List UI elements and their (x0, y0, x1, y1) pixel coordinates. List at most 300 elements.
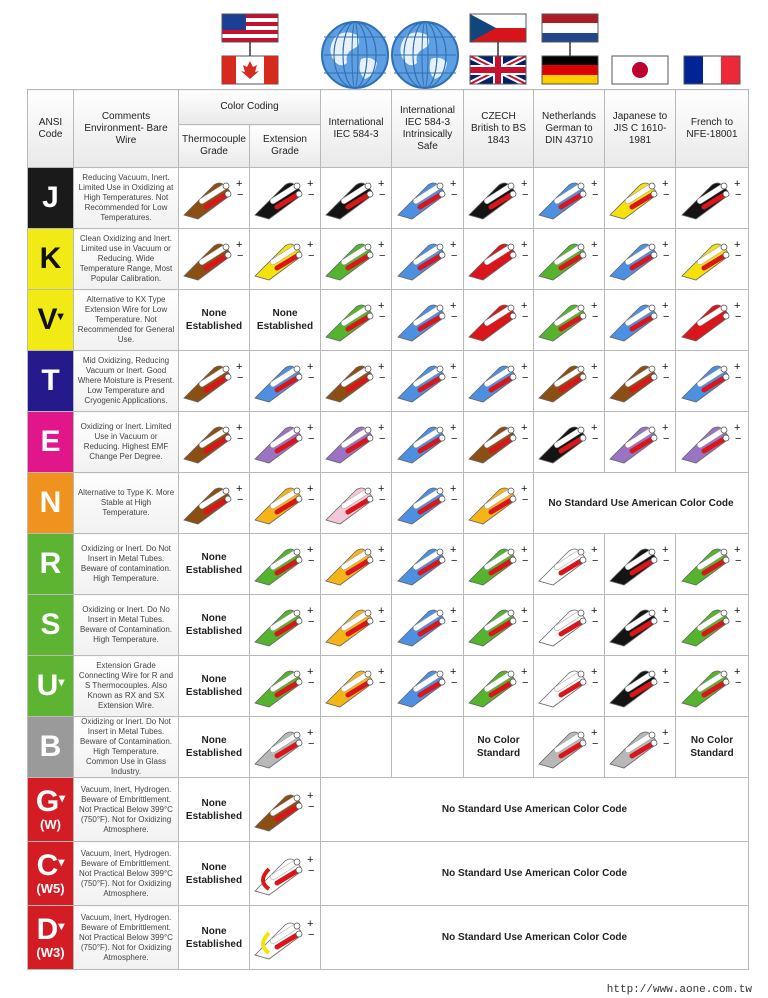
germany-flag-icon (542, 56, 598, 84)
color-cell (392, 595, 464, 656)
svg-text:−: − (735, 311, 742, 323)
brown-cable-icon (182, 175, 246, 221)
svg-text:−: − (237, 494, 244, 506)
svg-text:+: + (662, 727, 669, 739)
green-cable-icon (680, 602, 744, 648)
svg-text:+: + (591, 666, 598, 678)
comment-text: Alternative to Type K. More Stable at High Temperature. (74, 473, 179, 534)
color-cell (250, 717, 321, 778)
svg-text:+: + (520, 178, 527, 190)
svg-text:+: + (591, 605, 598, 617)
ansi-code-letter: V (37, 303, 58, 336)
color-cell (534, 656, 605, 717)
svg-text:+: + (307, 666, 314, 678)
svg-text:−: − (592, 189, 599, 201)
table-row (28, 906, 749, 970)
gray-cable-icon (608, 724, 672, 770)
color-cell (605, 229, 676, 290)
svg-text:+: + (307, 789, 314, 802)
svg-text:−: − (237, 433, 244, 445)
svg-text:+: + (591, 239, 598, 251)
no-standard-note: No Standard Use American Color Code (534, 473, 749, 534)
ansi-code-letter: J (42, 181, 59, 214)
color-cell (392, 290, 464, 351)
brown-cable-icon (467, 419, 531, 465)
green-cable-icon (253, 663, 317, 709)
svg-text:−: − (237, 189, 244, 201)
white-cable-icon (537, 541, 601, 587)
color-cell (605, 534, 676, 595)
ansi-code-marker: ▾ (58, 675, 65, 689)
whiteyellow-cable-icon (253, 915, 317, 961)
ansi-code-marker: ▾ (58, 854, 65, 869)
svg-text:−: − (450, 555, 457, 567)
green-cable-icon (253, 602, 317, 648)
color-cell (321, 534, 392, 595)
svg-text:+: + (307, 239, 314, 251)
brown-cable-icon (324, 358, 388, 404)
color-cell (534, 168, 605, 229)
table-row (28, 595, 749, 656)
svg-text:−: − (450, 189, 457, 201)
color-cell (605, 717, 676, 778)
purple-cable-icon (324, 419, 388, 465)
purple-cable-icon (608, 419, 672, 465)
globe-icon (322, 22, 388, 88)
green-cable-icon (467, 663, 531, 709)
svg-text:+: + (307, 422, 314, 434)
svg-text:−: − (592, 738, 599, 750)
svg-text:−: − (450, 616, 457, 628)
svg-text:+: + (449, 666, 456, 678)
blue-cable-icon (608, 297, 672, 343)
color-cell (676, 290, 749, 351)
svg-text:−: − (521, 372, 528, 384)
globe-icon (392, 22, 458, 88)
ansi-code-b (28, 717, 74, 778)
svg-text:+: + (662, 422, 669, 434)
ansi-code-letter: N (39, 486, 62, 519)
svg-text:+: + (449, 361, 456, 373)
svg-text:+: + (449, 178, 456, 190)
svg-text:+: + (378, 178, 385, 190)
table-row (28, 778, 749, 842)
svg-text:+: + (591, 422, 598, 434)
header-iec-584-3: International IEC 584-3 (321, 90, 392, 168)
empty-cell (321, 717, 392, 778)
usa-flag-icon (222, 14, 278, 42)
svg-text:+: + (307, 853, 314, 866)
no-standard-note: No Standard Use American Color Code (321, 778, 749, 842)
color-cell (250, 842, 321, 906)
ansi-code-g (28, 778, 74, 842)
yellow-cable-icon (253, 236, 317, 282)
black-cable-icon (608, 663, 672, 709)
color-cell (321, 595, 392, 656)
svg-text:+: + (662, 605, 669, 617)
green-cable-icon (467, 541, 531, 587)
comment-text: Oxidizing or Inert. Limited Use in Vacuum or Reducing. Highest EMF Change Per Degree. (74, 412, 179, 473)
svg-text:−: − (663, 250, 670, 262)
svg-text:+: + (662, 361, 669, 373)
svg-text:+: + (591, 178, 598, 190)
yellow-cable-icon (608, 175, 672, 221)
green-cable-icon (680, 541, 744, 587)
table-row (28, 842, 749, 906)
svg-text:−: − (521, 189, 528, 201)
whitered-cable-icon (253, 851, 317, 897)
color-cell (250, 168, 321, 229)
svg-text:−: − (521, 311, 528, 323)
color-cell (464, 595, 534, 656)
svg-text:−: − (735, 555, 742, 567)
flag-banner (0, 0, 768, 90)
black-cable-icon (680, 175, 744, 221)
black-cable-icon (324, 175, 388, 221)
color-cell (676, 595, 749, 656)
svg-text:−: − (308, 494, 315, 506)
svg-text:−: − (379, 677, 386, 689)
svg-text:−: − (663, 555, 670, 567)
header-color-coding: Color Coding (179, 90, 321, 125)
svg-text:−: − (592, 677, 599, 689)
comment-text: Oxidizing or Inert. Do No Insert in Metal Tubes. Beware of Contamination. High Temperature. (74, 595, 179, 656)
color-cell (464, 168, 534, 229)
svg-text:+: + (591, 361, 598, 373)
svg-text:+: + (734, 178, 741, 190)
color-cell (392, 168, 464, 229)
svg-text:−: − (521, 616, 528, 628)
svg-text:−: − (308, 372, 315, 384)
svg-text:−: − (521, 494, 528, 506)
svg-text:+: + (307, 605, 314, 617)
no-color-standard: No Color Standard (676, 717, 749, 778)
purple-cable-icon (680, 419, 744, 465)
color-cell (676, 412, 749, 473)
svg-text:−: − (379, 433, 386, 445)
none-established: None Established (179, 717, 250, 778)
svg-text:+: + (378, 666, 385, 678)
no-standard-note: No Standard Use American Color Code (321, 842, 749, 906)
svg-text:−: − (663, 677, 670, 689)
purple-cable-icon (253, 419, 317, 465)
ansi-code-letter: U (36, 669, 59, 702)
svg-text:−: − (663, 433, 670, 445)
green-cable-icon (537, 236, 601, 282)
ansi-code-k (28, 229, 74, 290)
ansi-code-marker: ▾ (58, 918, 65, 933)
blue-cable-icon (467, 358, 531, 404)
green-cable-icon (253, 541, 317, 587)
none-established: None Established (250, 290, 321, 351)
color-cell (605, 656, 676, 717)
color-cell (321, 412, 392, 473)
blue-cable-icon (253, 358, 317, 404)
color-cell (676, 656, 749, 717)
svg-text:+: + (734, 666, 741, 678)
svg-text:−: − (450, 372, 457, 384)
svg-text:+: + (236, 178, 243, 190)
svg-text:+: + (236, 239, 243, 251)
svg-text:+: + (378, 239, 385, 251)
table-row (28, 534, 749, 595)
svg-text:+: + (734, 361, 741, 373)
header-czech-british: CZECH British to BS 1843 (464, 90, 534, 168)
color-cell (464, 473, 534, 534)
ansi-code-alias: (W) (40, 816, 61, 832)
svg-text:−: − (521, 677, 528, 689)
svg-text:+: + (520, 300, 527, 312)
svg-text:−: − (521, 555, 528, 567)
brown-cable-icon (182, 419, 246, 465)
color-cell (179, 473, 250, 534)
ansi-code-u (28, 656, 74, 717)
comment-text: Clean Oxidizing and Inert. Limited use in Vacuum or Reducing. Wide Temperature Range, Most Popular Calibration. (74, 229, 179, 290)
green-cable-icon (467, 602, 531, 648)
yellow-cable-icon (680, 236, 744, 282)
blue-cable-icon (396, 358, 460, 404)
svg-text:−: − (308, 616, 315, 628)
svg-text:−: − (663, 738, 670, 750)
comment-text: Vacuum, Inert, Hydrogen. Beware of Embrittlement. Not Practical Below 399°C (750°F). Not for Oxidizing Atmosphere. (74, 778, 179, 842)
svg-text:−: − (308, 738, 315, 750)
color-cell (464, 290, 534, 351)
svg-text:−: − (308, 800, 315, 813)
blue-cable-icon (396, 602, 460, 648)
comment-text: Reducing Vacuum, Inert. Limited Use in Oxidizing at High Temperatures. Not Recommended for Low Temperatures. (74, 168, 179, 229)
blue-cable-icon (680, 358, 744, 404)
ansi-code-letter: C (36, 848, 59, 882)
table-row (28, 229, 749, 290)
header-extension-grade: Extension Grade (250, 125, 321, 168)
svg-text:+: + (520, 239, 527, 251)
svg-text:+: + (307, 917, 314, 930)
svg-text:−: − (450, 311, 457, 323)
color-cell (321, 351, 392, 412)
svg-text:+: + (734, 239, 741, 251)
blue-cable-icon (396, 541, 460, 587)
color-cell (321, 229, 392, 290)
color-cell (392, 473, 464, 534)
orange-cable-icon (324, 663, 388, 709)
color-cell (250, 351, 321, 412)
none-established: None Established (179, 906, 250, 970)
ansi-code-letter: G (35, 784, 60, 818)
orange-cable-icon (324, 602, 388, 648)
svg-text:+: + (734, 605, 741, 617)
canada-flag-icon (222, 56, 278, 84)
comment-text: Oxidizing or Inert. Do Not Insert in Metal Tubes. Beware of contamination. High Temperature. (74, 534, 179, 595)
svg-text:+: + (449, 422, 456, 434)
ansi-code-alias: (W3) (36, 944, 65, 960)
svg-text:−: − (592, 372, 599, 384)
svg-text:+: + (520, 361, 527, 373)
color-cell (464, 656, 534, 717)
website-url: http://www.aone.com.tw (606, 984, 752, 996)
color-cell (605, 351, 676, 412)
svg-text:−: − (379, 250, 386, 262)
comment-text: Mid Oxidizing, Reducing Vacuum or Inert. Good Where Moisture is Present. Low Temperature and Cryogenic Applications. (74, 351, 179, 412)
svg-text:−: − (663, 372, 670, 384)
green-cable-icon (680, 663, 744, 709)
header-french: French to NFE-18001 (676, 90, 749, 168)
svg-text:−: − (592, 433, 599, 445)
color-cell (179, 168, 250, 229)
ansi-code-s (28, 595, 74, 656)
uk-flag-icon (470, 56, 526, 84)
svg-text:−: − (379, 555, 386, 567)
header-netherlands-german: Netherlands German to DIN 43710 (534, 90, 605, 168)
svg-text:−: − (663, 616, 670, 628)
color-cell (250, 229, 321, 290)
svg-text:+: + (378, 483, 385, 495)
svg-text:−: − (450, 494, 457, 506)
ansi-code-letter: B (39, 730, 62, 763)
header-comments: Comments Environment- Bare Wire (74, 90, 179, 168)
svg-text:−: − (379, 311, 386, 323)
brown-cable-icon (608, 358, 672, 404)
table-row (28, 717, 749, 778)
color-cell (534, 534, 605, 595)
brown-cable-icon (182, 236, 246, 282)
color-cell (392, 351, 464, 412)
svg-text:−: − (521, 250, 528, 262)
svg-text:+: + (378, 544, 385, 556)
blue-cable-icon (537, 175, 601, 221)
ansi-code-alias: (W5) (36, 880, 65, 896)
svg-text:−: − (308, 250, 315, 262)
ansi-code-letter: E (40, 425, 61, 458)
svg-text:−: − (379, 189, 386, 201)
color-cell (179, 412, 250, 473)
black-cable-icon (537, 419, 601, 465)
svg-text:+: + (734, 544, 741, 556)
svg-text:−: − (308, 677, 315, 689)
color-cell (250, 595, 321, 656)
ansi-code-e (28, 412, 74, 473)
blue-cable-icon (396, 480, 460, 526)
black-cable-icon (467, 175, 531, 221)
thermocouple-color-table (27, 89, 749, 970)
comment-text: Vacuum, Inert, Hydrogen. Beware of Embrittlement. Not Practical Below 399°C (750°F). Not for Oxidizing Atmosphere. (74, 906, 179, 970)
japan-flag-icon (612, 56, 668, 84)
svg-text:+: + (734, 422, 741, 434)
none-established: None Established (179, 778, 250, 842)
color-cell (321, 473, 392, 534)
czech-flag-icon (470, 14, 526, 42)
svg-text:−: − (592, 311, 599, 323)
color-cell (392, 656, 464, 717)
color-cell (392, 412, 464, 473)
white-cable-icon (537, 602, 601, 648)
blue-cable-icon (396, 297, 460, 343)
svg-text:+: + (378, 300, 385, 312)
color-cell (250, 778, 321, 842)
orange-cable-icon (253, 480, 317, 526)
svg-text:+: + (520, 544, 527, 556)
color-cell (464, 412, 534, 473)
ansi-code-letter: K (39, 242, 62, 275)
empty-cell (392, 717, 464, 778)
red-cable-icon (467, 297, 531, 343)
ansi-code-letter: T (41, 364, 60, 397)
black-cable-icon (608, 602, 672, 648)
svg-text:+: + (662, 239, 669, 251)
blue-cable-icon (396, 663, 460, 709)
comment-text: Alternative to KX Type Extension Wire for Low Temperature. Not Recommended for General Use. (74, 290, 179, 351)
svg-text:+: + (449, 483, 456, 495)
brown-cable-icon (253, 787, 317, 833)
header-japanese: Japanese to JIS C 1610- 1981 (605, 90, 676, 168)
svg-text:+: + (236, 483, 243, 495)
svg-text:−: − (592, 250, 599, 262)
red-cable-icon (467, 236, 531, 282)
svg-text:−: − (237, 250, 244, 262)
black-cable-icon (253, 175, 317, 221)
color-cell (464, 351, 534, 412)
svg-text:+: + (662, 544, 669, 556)
brown-cable-icon (182, 358, 246, 404)
header-iec-584-3-intrinsically-safe: International IEC 584-3 Intrinsically Safe (392, 90, 464, 168)
table-row (28, 351, 749, 412)
color-cell (534, 351, 605, 412)
color-cell (250, 473, 321, 534)
svg-text:−: − (450, 677, 457, 689)
no-color-standard: No Color Standard (464, 717, 534, 778)
svg-text:−: − (450, 250, 457, 262)
svg-text:+: + (449, 544, 456, 556)
color-cell (179, 229, 250, 290)
brown-cable-icon (537, 358, 601, 404)
header-ansi-code: ANSI Code (28, 90, 74, 168)
svg-text:−: − (663, 189, 670, 201)
svg-text:+: + (520, 666, 527, 678)
comment-text: Extension Grade Connecting Wire for R and S Thermocouples. Also Known as RX and SX Extension Wire. (74, 656, 179, 717)
svg-text:+: + (378, 605, 385, 617)
svg-text:−: − (237, 372, 244, 384)
black-cable-icon (608, 541, 672, 587)
svg-text:+: + (591, 544, 598, 556)
pink-cable-icon (324, 480, 388, 526)
blue-cable-icon (608, 236, 672, 282)
blue-cable-icon (396, 419, 460, 465)
green-cable-icon (537, 297, 601, 343)
svg-text:+: + (236, 422, 243, 434)
svg-text:−: − (308, 555, 315, 567)
netherlands-flag-icon (542, 14, 598, 42)
svg-text:+: + (307, 178, 314, 190)
ansi-code-letter: S (40, 608, 61, 641)
color-cell (392, 534, 464, 595)
table-row (28, 656, 749, 717)
table-row (28, 168, 749, 229)
color-cell (464, 229, 534, 290)
svg-text:+: + (520, 422, 527, 434)
red-cable-icon (680, 297, 744, 343)
orange-cable-icon (324, 541, 388, 587)
svg-text:−: − (308, 189, 315, 201)
ansi-code-r (28, 534, 74, 595)
orange-cable-icon (467, 480, 531, 526)
color-cell (321, 656, 392, 717)
color-cell (605, 168, 676, 229)
svg-text:−: − (308, 433, 315, 445)
svg-text:+: + (662, 300, 669, 312)
svg-text:−: − (735, 677, 742, 689)
ansi-code-d (28, 906, 74, 970)
svg-text:+: + (307, 361, 314, 373)
table-row (28, 473, 749, 534)
